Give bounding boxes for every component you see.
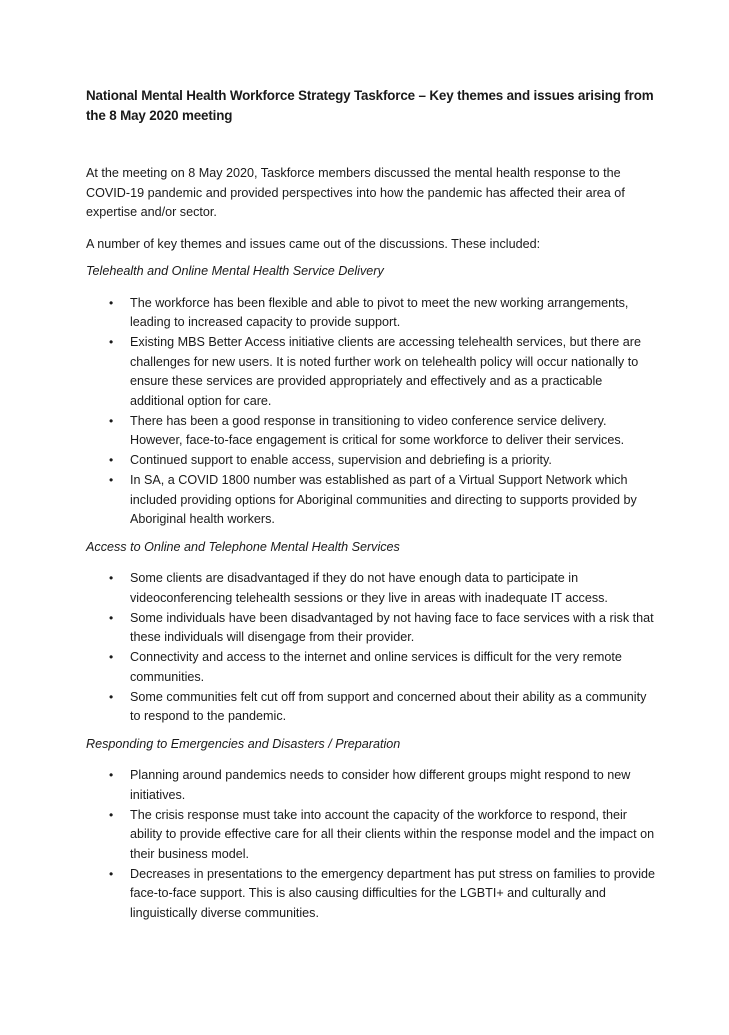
list-item-text: Planning around pandemics needs to consider how different groups might respond to new initiatives. (130, 768, 631, 802)
list-item (86, 471, 658, 530)
section-heading: Telehealth and Online Mental Health Service Delivery (86, 264, 384, 278)
bullet-list (86, 569, 658, 727)
list-item (86, 569, 658, 608)
list-item (86, 648, 658, 687)
lead-paragraph: A number of key themes and issues came out of the discussions. These included: (86, 236, 541, 251)
bullet-icon: • (109, 295, 114, 310)
list-item-text: Continued support to enable access, supervision and debriefing is a priority. (130, 453, 552, 467)
list-item (86, 865, 658, 924)
list-item-text: The crisis response must take into account the capacity of the workforce to respond, their ability to provide effective care for all their clients within the response model and the impact on their business model. (130, 807, 655, 861)
bullet-icon: • (109, 807, 114, 822)
list-item (86, 609, 658, 648)
list-item (86, 333, 658, 411)
intro-paragraph: At the meeting on 8 May 2020, Taskforce members discussed the mental health response to the COVID-19 pandemic and provided perspectives into how the pandemic has affected their area of expertise and/or sector. (86, 166, 625, 219)
bullet-icon: • (109, 689, 114, 704)
section-heading: Access to Online and Telephone Mental Health Services (86, 539, 400, 554)
bullet-icon: • (109, 453, 114, 467)
bullet-icon: • (109, 335, 114, 349)
bullet-list (86, 766, 658, 923)
list-item-text: Connectivity and access to the internet and online services is difficult for the very remote communities. (130, 650, 622, 684)
list-item (86, 806, 658, 865)
bullet-icon: • (109, 768, 114, 782)
list-item-text: In SA, a COVID 1800 number was established as part of a Virtual Support Network which included providing options for Aboriginal communities and directing to supports provided by Aboriginal health workers. (130, 473, 637, 526)
bullet-icon: • (109, 473, 114, 487)
list-item (86, 688, 658, 727)
sections-container (86, 262, 658, 923)
bullet-icon: • (109, 571, 114, 585)
list-item-text: Some clients are disadvantaged if they do not have enough data to participate in videoconferencing telehealth sessions or they live in areas with inadequate IT access. (130, 571, 608, 605)
list-item-text: Existing MBS Better Access initiative clients are accessing telehealth services, but there are challenges for new users. It is noted further work on telehealth policy will occur nationally to ensure these services are provided appropriately and effectively and as a practicable additional option for care. (130, 335, 641, 408)
list-item (86, 294, 658, 333)
list-item-text: The workforce has been flexible and able to pivot to meet the new working arrangements, leading to increased capacity to provide support. (130, 295, 629, 329)
bullet-icon: • (109, 413, 114, 428)
bullet-icon: • (109, 650, 114, 664)
list-item-text: Decreases in presentations to the emergency department has put stress on families to provide face-to-face support. This is also causing difficulties for the LGBTI+ and culturally and linguistically diverse communities. (130, 866, 656, 920)
document-page (86, 86, 658, 924)
list-item-text: There has been a good response in transitioning to video conference service delivery. However, face-to-face engagement is critical for some workforce to deliver their services. (130, 413, 625, 447)
list-item (86, 766, 658, 805)
bullet-icon: • (109, 866, 114, 881)
document-title: National Mental Health Workforce Strategy Taskforce – Key themes and issues arising from the 8 May 2020 meeting (86, 88, 654, 123)
list-item (86, 451, 658, 471)
list-item-text: Some individuals have been disadvantaged by not having face to face services with a risk that these individuals will disengage from their provider. (130, 610, 654, 644)
section-heading: Responding to Emergencies and Disasters / Preparation (86, 736, 401, 751)
list-item (86, 412, 658, 451)
bullet-list (86, 294, 658, 530)
list-item-text: Some communities felt cut off from support and concerned about their ability as a community to respond to the pandemic. (130, 689, 647, 723)
bullet-icon: • (109, 610, 114, 625)
